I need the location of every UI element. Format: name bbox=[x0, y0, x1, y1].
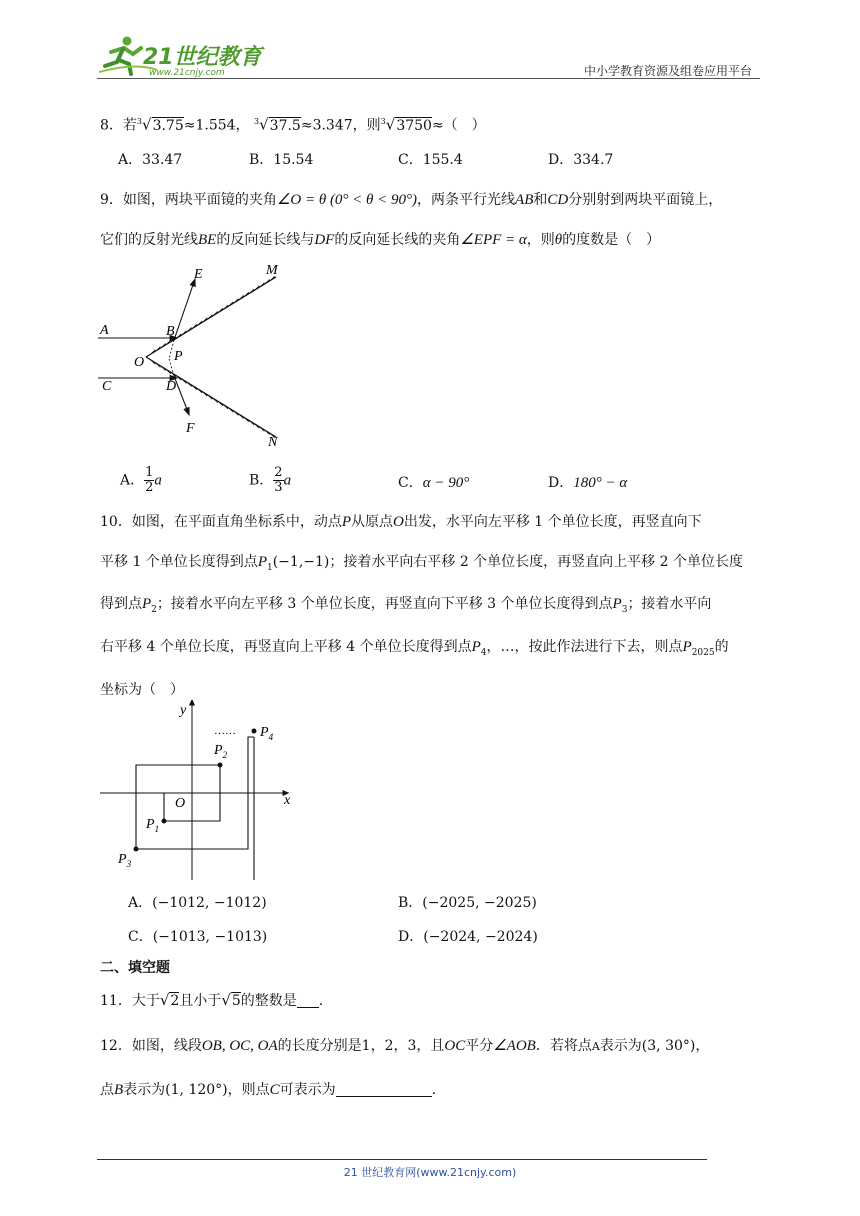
q9-option-a-num: 1 bbox=[145, 465, 154, 480]
q12-text-d: ．若将点 bbox=[535, 1038, 592, 1054]
q11-text-a: 11．大于 bbox=[100, 993, 160, 1009]
q9-option-b-label: B． bbox=[249, 472, 274, 489]
q10-option-b-value: (−2025, −2025) bbox=[422, 895, 537, 911]
q9-text-a: 9．如图，两块平面镜的夹角 bbox=[100, 192, 277, 208]
q12-text-g: 点 bbox=[100, 1082, 114, 1098]
point-p4 bbox=[252, 729, 257, 734]
q9-option-c-label: C． bbox=[398, 475, 423, 491]
q9-label-c: C bbox=[102, 379, 112, 394]
q12-point-a: A bbox=[591, 1040, 600, 1053]
question-10-line-1 bbox=[100, 512, 702, 532]
q8-option-c[interactable]: C．155.4 bbox=[398, 152, 463, 168]
q9-option-a-den: 2 bbox=[145, 480, 154, 495]
q10-p2-sub: 2 bbox=[151, 605, 157, 615]
question-10-line-2 bbox=[100, 552, 743, 578]
q10-p2: P bbox=[142, 596, 152, 612]
q9-option-a-var: a bbox=[154, 472, 162, 489]
q10-text-c: 出发，水平向左平移 1 个单位长度，再竖直向下 bbox=[403, 514, 702, 530]
q9-label-m: M bbox=[266, 263, 278, 278]
q10-option-a[interactable] bbox=[128, 893, 267, 913]
q9-option-b[interactable] bbox=[249, 466, 291, 495]
q9-ab: AB bbox=[515, 192, 534, 208]
q10-option-d-label: D． bbox=[398, 929, 424, 945]
q10-p3: P bbox=[612, 596, 622, 612]
q8-radicand-3: 3750 bbox=[396, 117, 432, 134]
question-9-line-1 bbox=[100, 190, 722, 210]
q9-text-i: 的度数是（ ） bbox=[562, 232, 661, 248]
q10-p3-sub: 3 bbox=[621, 605, 628, 615]
q8-radicand-2: 37.5 bbox=[269, 117, 301, 134]
q10-axis-y-label: y bbox=[180, 703, 187, 718]
point-p2 bbox=[218, 763, 223, 768]
site-logo bbox=[97, 34, 267, 80]
q12-text-b: 的长度分别是1，2，3，且 bbox=[277, 1038, 445, 1054]
q10-p2025-sub: 2025 bbox=[691, 648, 715, 658]
q12-point-c: C bbox=[269, 1082, 280, 1098]
q10-label-p1: $P_1$ bbox=[146, 817, 160, 834]
q9-option-a[interactable] bbox=[120, 466, 162, 495]
question-12-line-1 bbox=[100, 1036, 709, 1057]
footer-divider bbox=[97, 1159, 707, 1160]
q10-text-i: 右平移 4 个单位长度，再竖直向上平移 4 个单位长度得到点 bbox=[100, 639, 472, 655]
q10-option-b-label: B． bbox=[398, 895, 423, 911]
q8-text-d: ≈（ ） bbox=[431, 117, 486, 134]
q8-radicand-1: 3.75 bbox=[152, 117, 184, 134]
q9-option-d[interactable] bbox=[548, 473, 627, 493]
q8-index-2: 3 bbox=[254, 117, 260, 126]
question-11: 11．大于√2且小于√5的整数是 . bbox=[100, 991, 324, 1009]
q10-option-b[interactable] bbox=[398, 893, 537, 913]
q9-label-o: O bbox=[134, 355, 145, 370]
q10-coordinate-figure bbox=[96, 700, 306, 880]
logo-url: www.21cnjy.com bbox=[149, 68, 225, 78]
question-8: 8．若$^3$√3.75≈1.554， $^3$√37.5≈3.347，则$^3$√3750≈（ ） bbox=[100, 115, 486, 134]
q10-p: P bbox=[341, 514, 351, 530]
header-divider bbox=[97, 78, 760, 79]
q10-text-h: ；接着水平向 bbox=[627, 596, 712, 612]
point-p3 bbox=[134, 847, 139, 852]
q8-index-3: 3 bbox=[380, 117, 386, 126]
q10-label-p4: $P_4$ bbox=[260, 725, 274, 742]
q10-text-e: ；接着水平向右平移 2 个单位长度，再竖直向上平移 2 个单位长度 bbox=[329, 554, 743, 570]
q8-option-b[interactable]: B．15.54 bbox=[249, 152, 314, 168]
q10-text-k: 的 bbox=[714, 639, 729, 655]
q12-oc: OC bbox=[444, 1038, 466, 1054]
q9-label-b: B bbox=[166, 324, 175, 339]
q10-p1-coord: (−1,−1) bbox=[272, 554, 330, 570]
q8-option-a[interactable]: A．33.47 bbox=[118, 152, 183, 168]
q9-mirror-figure bbox=[96, 262, 296, 452]
q9-label-f: F bbox=[186, 421, 195, 436]
q11-radicand-1: 2 bbox=[170, 993, 180, 1009]
q9-option-a-label: A． bbox=[120, 472, 145, 489]
platform-title: 中小学教育资源及组卷应用平台 bbox=[583, 64, 752, 78]
q9-label-e: E bbox=[194, 267, 203, 282]
q9-epf: ∠EPF = α bbox=[460, 232, 527, 248]
q12-text-f: ， bbox=[695, 1038, 710, 1054]
q9-text-h: ，则 bbox=[526, 232, 555, 248]
q12-aob: ∠AOB bbox=[493, 1038, 536, 1054]
q10-text-j: ，…，按此作法进行下去，则点 bbox=[486, 639, 683, 655]
q12-segments: OB, OC, OA bbox=[201, 1038, 278, 1054]
q10-text-d: 平移 1 个单位长度得到点 bbox=[100, 554, 258, 570]
q9-option-b-num: 2 bbox=[274, 465, 283, 480]
q11-answer-blank[interactable] bbox=[297, 993, 319, 1008]
q8-index-1: 3 bbox=[136, 117, 143, 126]
q10-text-a: 10．如图，在平面直角坐标系中，动点 bbox=[100, 514, 342, 530]
section-heading: 二、填空题 bbox=[100, 960, 170, 976]
q10-label-p2: $P_2$ bbox=[214, 743, 228, 760]
q12-text-c: 平分 bbox=[465, 1038, 494, 1054]
q9-option-c[interactable] bbox=[398, 473, 469, 493]
q10-p4-sub: 4 bbox=[480, 648, 487, 658]
question-10-line-4 bbox=[100, 637, 729, 663]
question-10-line-3 bbox=[100, 594, 711, 620]
q9-option-b-var: a bbox=[283, 472, 292, 489]
q10-o: O bbox=[393, 514, 404, 530]
q10-text-f: 得到点 bbox=[100, 596, 142, 612]
q9-text-b: ，两条平行光线 bbox=[417, 192, 516, 208]
q8-text-b: ≈1.554， bbox=[183, 117, 250, 134]
q9-be: BE bbox=[198, 232, 217, 248]
q9-label-p: P bbox=[174, 349, 183, 364]
footer-text: 21 世纪教育网(www.21cnjy.com) bbox=[343, 1166, 517, 1179]
q8-text-c: ≈3.347，则 bbox=[300, 117, 381, 134]
question-9-line-2 bbox=[100, 230, 660, 250]
q9-text-g: 的反向延长线的夹角 bbox=[334, 232, 461, 248]
q9-angle-expr: ∠O = θ (0° < θ < 90°) bbox=[276, 192, 418, 208]
q8-text-a: 8．若 bbox=[100, 117, 137, 134]
q12-text-a: 12．如图，线段 bbox=[100, 1038, 202, 1054]
q12-text-end: . bbox=[431, 1082, 437, 1098]
q9-theta: θ bbox=[554, 232, 563, 248]
q10-origin-label: O bbox=[175, 796, 186, 811]
q9-text-f: 的反向延长线与 bbox=[216, 232, 315, 248]
question-10-line-5: 坐标为（ ） bbox=[100, 682, 184, 698]
point-p1 bbox=[162, 819, 167, 824]
q10-option-c-value: (−1013, −1013) bbox=[152, 929, 268, 945]
q9-text-e: 它们的反射光线 bbox=[100, 232, 198, 248]
q10-text-g: ；接着水平向左平移 3 个单位长度，再竖直向下平移 3 个单位长度得到点 bbox=[156, 596, 613, 612]
q12-text-j: 可表示为 bbox=[279, 1082, 336, 1098]
q9-label-d: D bbox=[166, 379, 177, 394]
q12-text-e: 表示为 bbox=[599, 1038, 642, 1054]
q10-p1: P bbox=[257, 554, 267, 570]
q9-option-c-expr: α − 90° bbox=[422, 475, 470, 491]
q10-option-c[interactable] bbox=[128, 927, 267, 947]
q10-p4: P bbox=[471, 639, 481, 655]
q10-label-p3: $P_3$ bbox=[118, 852, 132, 869]
q9-label-n: N bbox=[268, 435, 278, 450]
q9-label-a: A bbox=[100, 323, 109, 338]
q9-df: DF bbox=[314, 232, 335, 248]
q11-text-end: . bbox=[318, 993, 324, 1009]
q12-answer-blank[interactable] bbox=[336, 1082, 432, 1097]
question-12-line-2 bbox=[100, 1080, 436, 1100]
q12-a-coord: (3, 30°) bbox=[641, 1038, 696, 1054]
q9-option-d-label: D． bbox=[548, 475, 574, 491]
q11-radicand-2: 5 bbox=[231, 993, 241, 1009]
q10-option-c-label: C． bbox=[128, 929, 153, 945]
q9-text-d: 分别射到两块平面镜上， bbox=[568, 192, 723, 208]
q9-cd: CD bbox=[547, 192, 569, 208]
q9-option-d-expr: 180° − α bbox=[573, 475, 628, 491]
q11-text-c: 的整数是 bbox=[240, 993, 297, 1009]
q10-option-d[interactable] bbox=[398, 927, 538, 947]
logo-text: 21世纪教育 bbox=[143, 45, 262, 70]
q12-point-b: B bbox=[114, 1082, 124, 1098]
q10-option-a-value: (−1012, −1012) bbox=[152, 895, 267, 911]
q8-option-d[interactable]: D．334.7 bbox=[548, 152, 614, 168]
q11-text-b: 且小于 bbox=[179, 993, 222, 1009]
q10-axis-x-label: x bbox=[284, 793, 291, 808]
q10-option-a-label: A． bbox=[128, 895, 153, 911]
q12-text-i: ，则点 bbox=[227, 1082, 270, 1098]
page-header bbox=[97, 34, 760, 80]
q10-p1-sub: 1 bbox=[266, 563, 273, 573]
q12-b-coord: (1, 120°) bbox=[165, 1082, 228, 1098]
q12-text-h: 表示为 bbox=[123, 1082, 166, 1098]
q10-text-b: 从原点 bbox=[351, 514, 393, 530]
q9-text-c: 和 bbox=[533, 192, 548, 208]
q10-label-dots: …… bbox=[214, 725, 236, 737]
q10-p2025: P bbox=[682, 639, 692, 655]
q9-option-b-den: 3 bbox=[274, 480, 283, 495]
q10-option-d-value: (−2024, −2024) bbox=[423, 929, 538, 945]
